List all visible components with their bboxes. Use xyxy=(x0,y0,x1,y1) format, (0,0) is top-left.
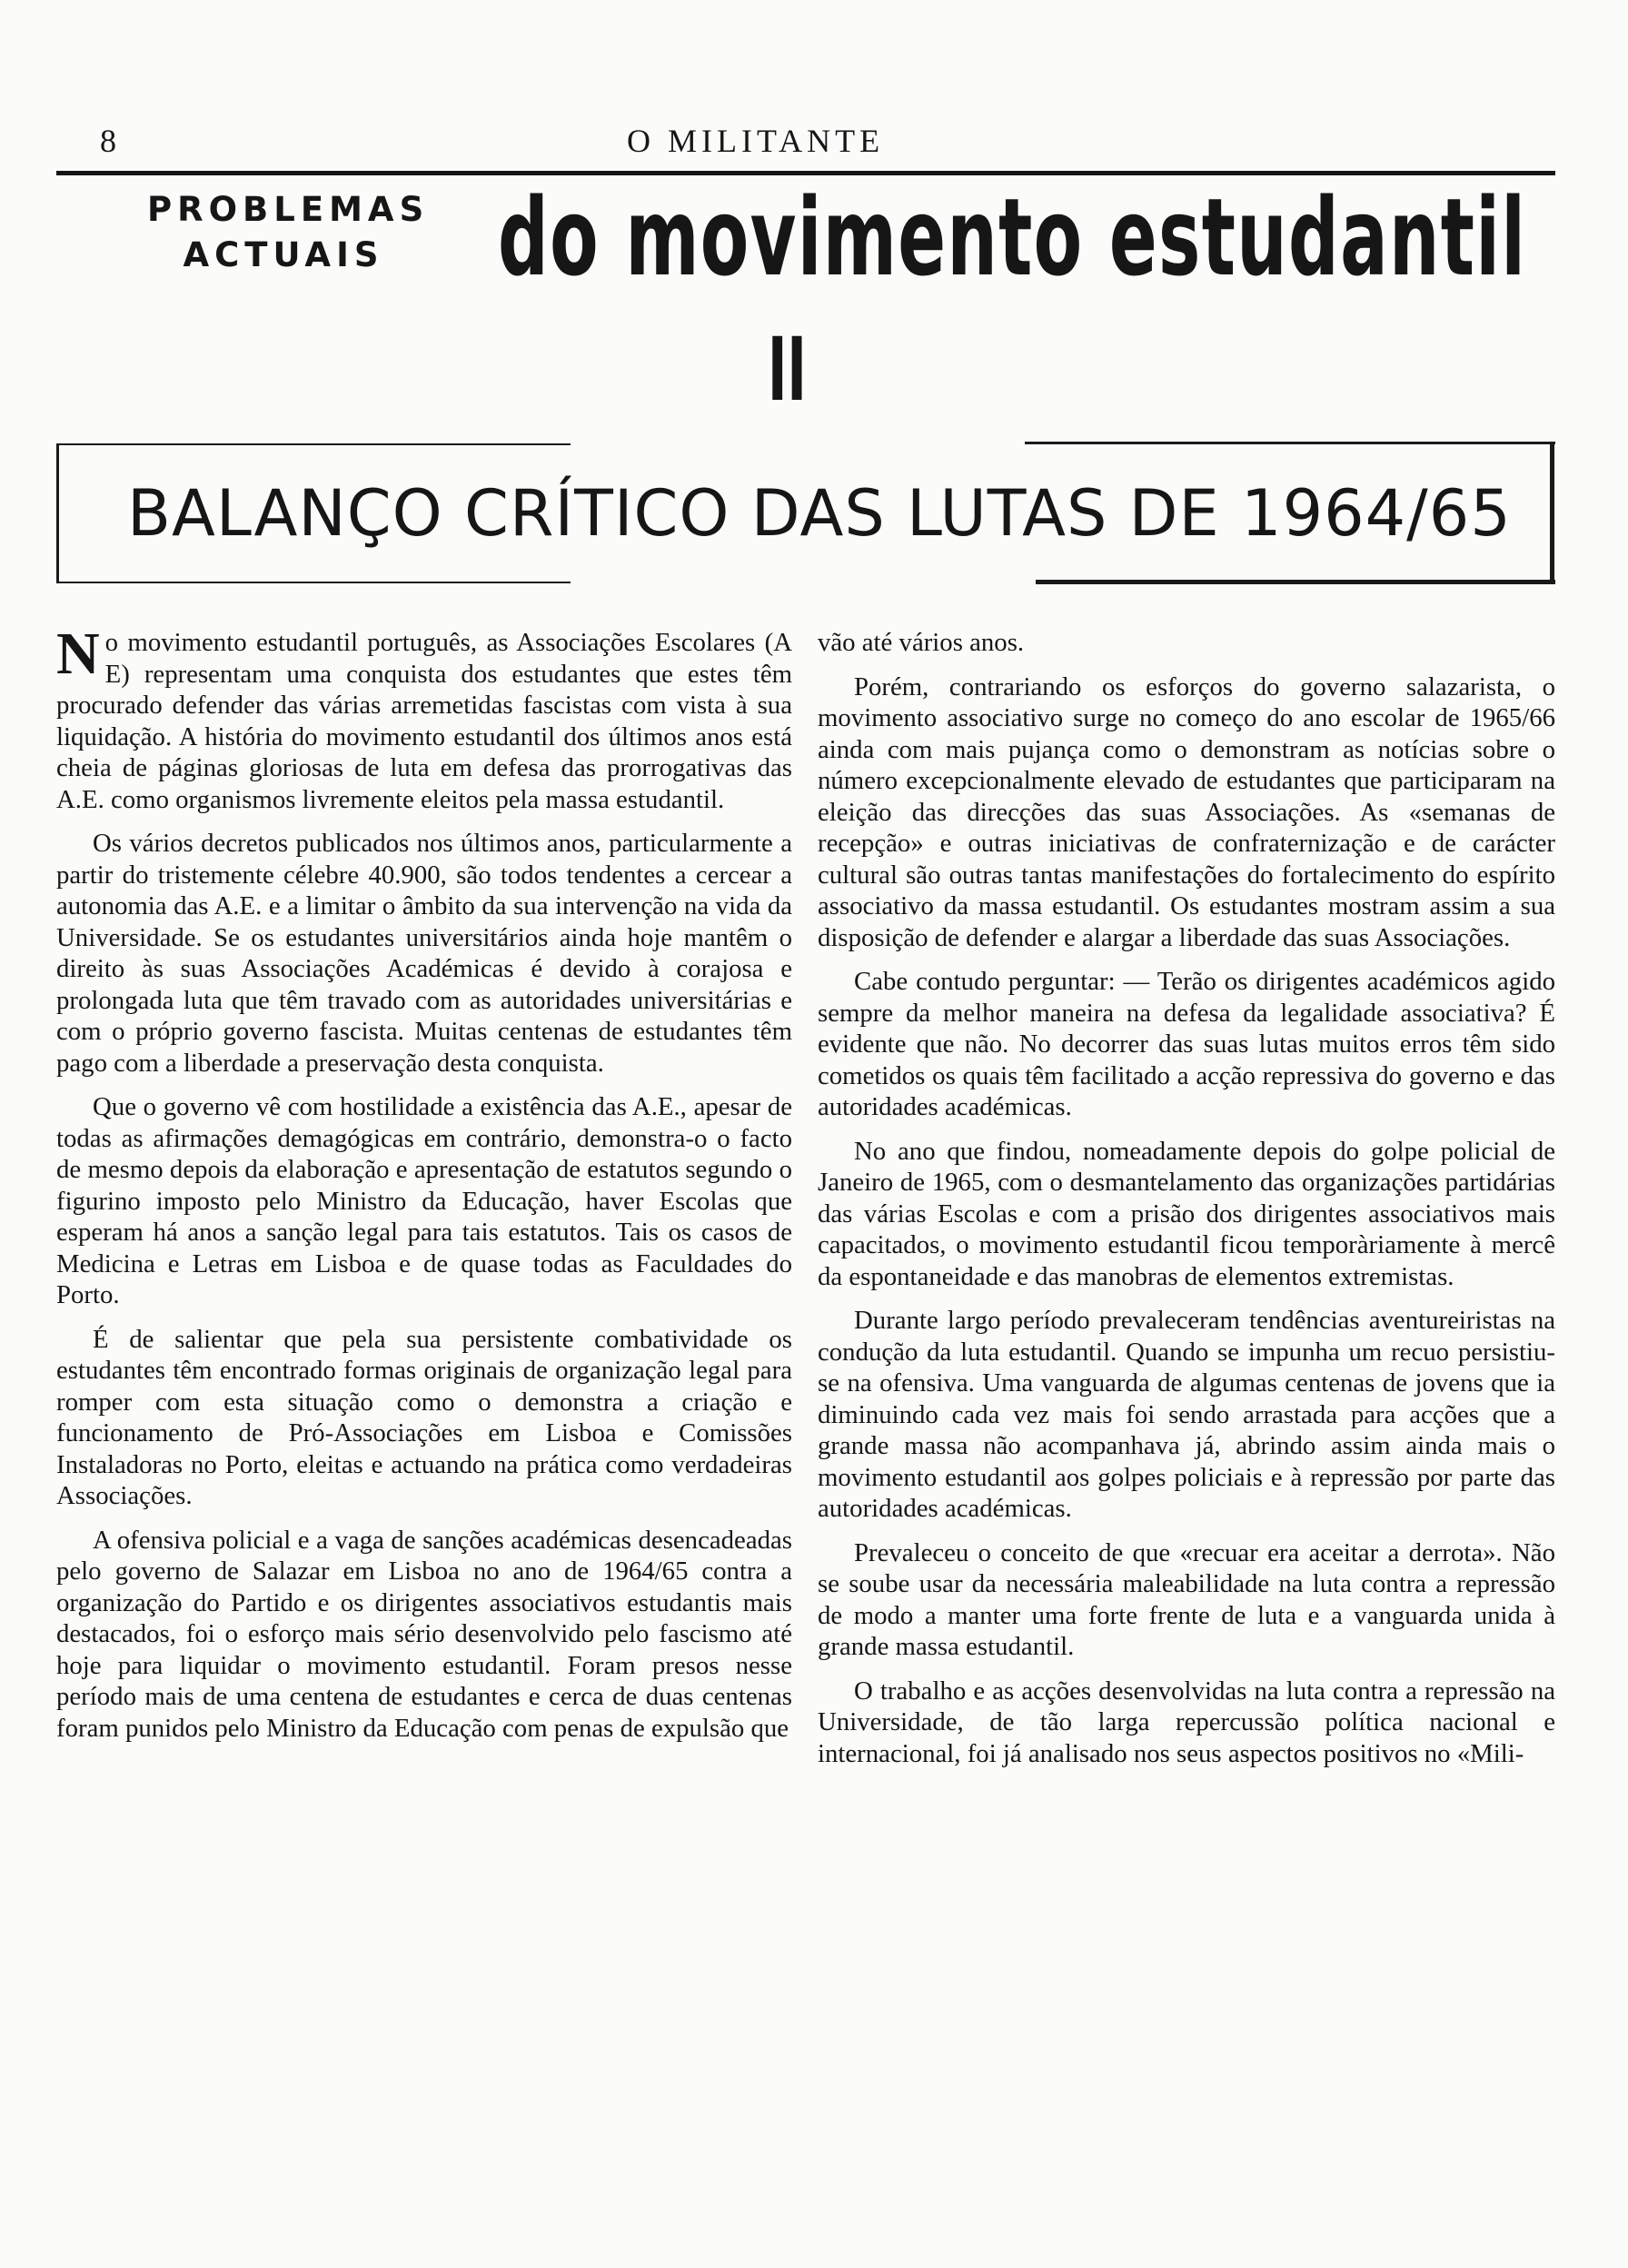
subtitle-box-top-left-rule xyxy=(56,443,571,445)
subtitle-box-right-rule xyxy=(1550,442,1554,582)
paragraph: A ofensiva policial e a vaga de sanções académicas desencadeadas pelo governo de Salazar em Lisboa no ano de 1964/65 contra a organização do Partido e os dirigentes associativos estudantis mais destacados, foi o esforço mais sério desenvolvido pelo fascismo até hoje para liquidar o movimento estudantil. Foram presos nesse período mais de uma centena de estudantes e cerca de duas centenas foram punidos pelo Ministro da Educação com penas de expulsão que xyxy=(56,1525,792,1743)
subtitle-box-top-right-rule xyxy=(1025,442,1555,444)
subtitle-box-bottom-right-rule xyxy=(1036,580,1555,584)
article-headline: do movimento estudantil xyxy=(498,174,1527,300)
paragraph xyxy=(56,621,792,815)
paragraph: No ano que findou, nomeadamente depois do golpe policial de Janeiro de 1965, com o desmantelamento das organizações partidárias das várias Escolas e com a prisão dos dirigentes associativos mais capacitados, o movimento estudantil ficou temporàriamente à mercê da espontaneidade e das manobras de elementos extremistas. xyxy=(818,1136,1555,1291)
kicker-line-1: PROBLEMAS xyxy=(147,190,430,229)
paragraph: Cabe contudo perguntar: — Terão os dirigentes académicos agido sempre da melhor maneira na defesa da legalidade associativa? É evidente que não. No decorrer das suas lutas muitos erros têm sido cometidos os quais têm facilitado a acção repressiva do governo e das autoridades académicas. xyxy=(818,967,1555,1121)
article-subtitle: BALANÇO CRÍTICO DAS LUTAS DE 1964/65 xyxy=(127,476,1512,551)
paragraph: Durante largo período prevaleceram tendências aventureiristas na condução da luta estudantil. Quando se impunha um recuo persistiu-se na ofensiva. Uma vanguarda de algumas centenas de jovens que ia diminuindo cada vez mais foi sendo arrastada para acções que a grande massa não acompanhava já, abrindo assim ainda mais o movimento estudantil aos golpes policiais e à repressão por parte das autoridades académicas. xyxy=(818,1306,1555,1523)
paragraph: Prevaleceu o conceito de que «recuar era aceitar a derrota». Não se soube usar da necessária maleabilidade na luta contra a repressão de modo a manter uma forte frente de luta e a vanguarda unida à grande massa estudantil. xyxy=(818,1537,1555,1661)
paragraph-text: o movimento estudantil português, as Associações Escolares (A E) representam uma conquista dos estudantes que estes têm procurado defender das várias arremetidas fascistas com vista à sua liquidação. A história do movimento estudantil dos últimos anos está cheia de páginas gloriosas de luta em defesa das prorrogativas das A.E. como organismos livremente eleitos pela massa estudantil. xyxy=(56,628,792,814)
part-number: II xyxy=(768,319,807,421)
section-kicker xyxy=(147,187,430,278)
paragraph: É de salientar que pela sua persistente combatividade os estudantes têm encontrado formas originais de organização legal para romper com esta situação como o demonstra a criação e funcionamento de Pró-Associações em Lisboa e Comissões Instaladoras no Porto, eleitas e actuando na prática como verdadeiras Associações. xyxy=(56,1324,792,1510)
page-number: 8 xyxy=(100,123,116,159)
paragraph: Os vários decretos publicados nos últimos anos, particularmente a partir do tristemente célebre 40.900, são todos tendentes a cercear a autonomia das A.E. e a limitar o âmbito da sua intervenção na vida da Universidade. Se os estudantes universitários ainda hoje mantêm o direito às suas Associações Académicas é devido à corajosa e prolongada luta que têm travado com as autoridades universitárias e com o próprio governo fascista. Muitas centenas de estudantes têm pago com a liberdade a preservação desta conquista. xyxy=(56,829,792,1078)
subtitle-box-left-rule xyxy=(56,443,59,582)
paragraph-continued: vão até vários anos. xyxy=(818,628,1025,657)
paragraph: Que o governo vê com hostilidade a existência das A.E., apesar de todas as afirmações demagógicas em contrário, demonstra-o o facto de mesmo depois da elaboração e apresentação de estatutos segundo o figurino imposto pelo Ministro da Educação, haver Escolas que esperam há anos a sanção legal para tais estatutos. Tais os casos de Medicina e Letras em Lisboa e de quase todas as Faculdades do Porto. xyxy=(56,1092,792,1309)
kicker-line-2: ACTUAIS xyxy=(183,235,384,274)
paragraph: Porém, contrariando os esforços do governo salazarista, o movimento associativo surge no começo do ano escolar de 1965/66 ainda com mais pujança como o demonstram as notícias sobre o número excepcionalmente elevado de estudantes que participaram na eleição das direcções das suas Associações. As «semanas de recepção» e outras iniciativas de confraternização e de carácter cultural são outras tantas manifestações do fortalecimento do espírito associativo da massa estudantil. Os estudantes mostram assim a sua disposição de defender e alargar a liberdade das suas Associações. xyxy=(818,671,1555,952)
publication-title: O MILITANTE xyxy=(627,123,885,159)
subtitle-box-bottom-left-rule xyxy=(56,582,571,583)
drop-cap: N xyxy=(56,621,100,687)
paragraph: O trabalho e as acções desenvolvidas na luta contra a repressão na Universidade, de tão larga repercussão política nacional e internacional, foi já analisado nos seus aspectos positivos no «Mili- xyxy=(818,1676,1555,1768)
left-column xyxy=(56,621,792,1756)
right-column xyxy=(818,627,1555,1782)
